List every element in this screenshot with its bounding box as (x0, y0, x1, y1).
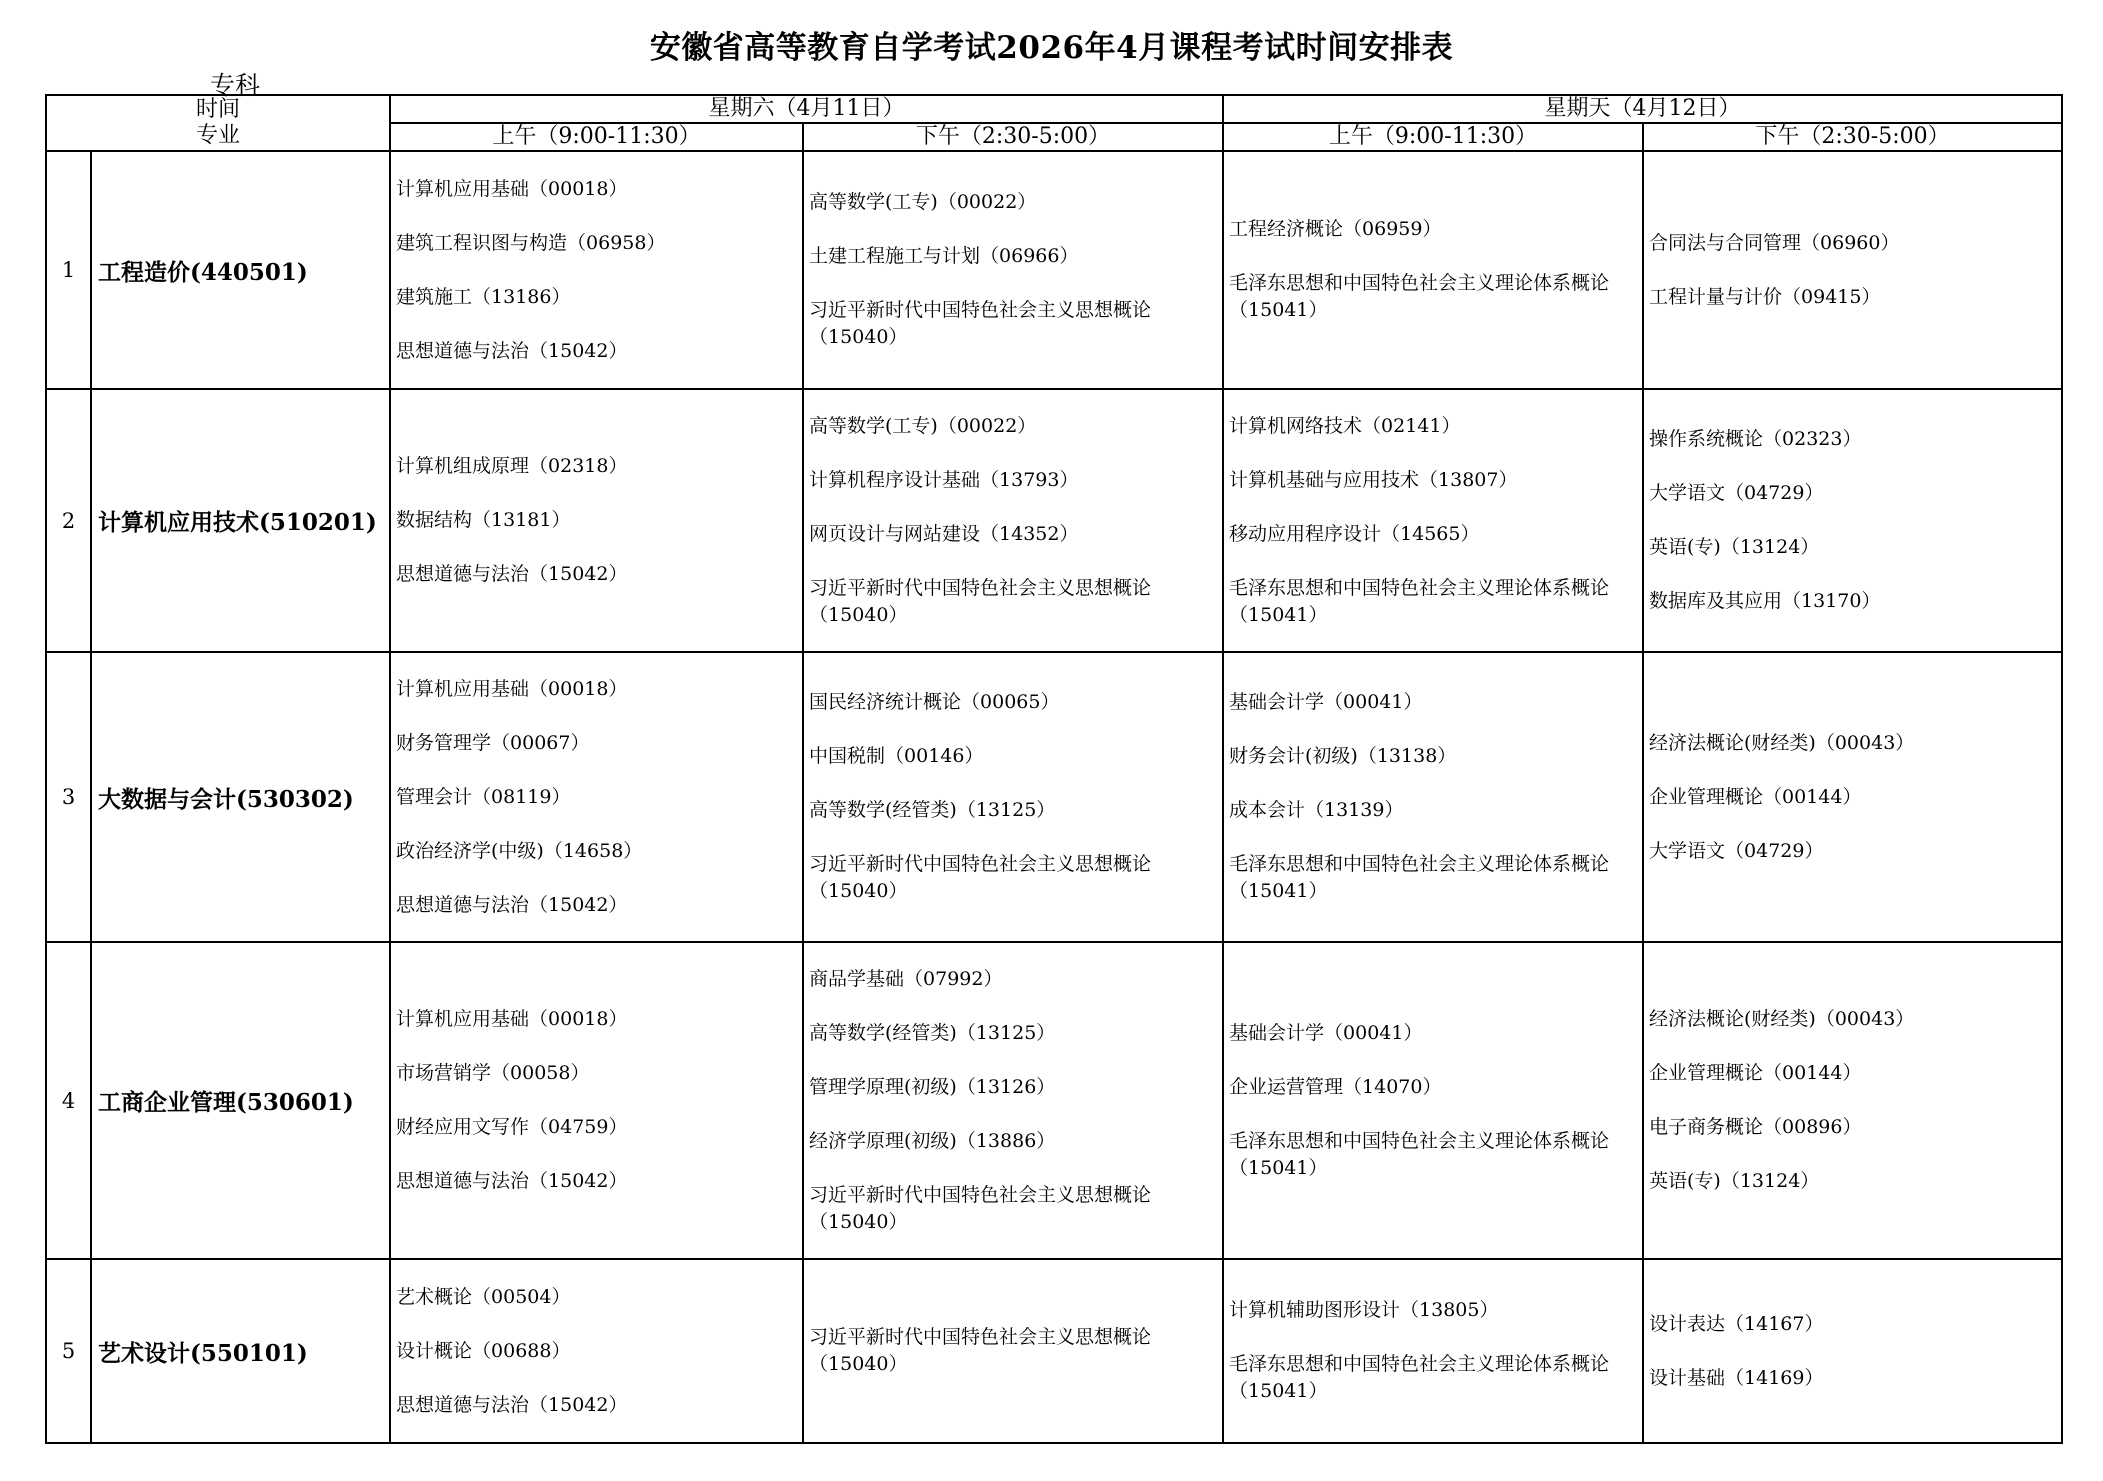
course-item: 习近平新时代中国特色社会主义思想概论（15040） (809, 1326, 1152, 1375)
course-item: 计算机网络技术（02141） (1229, 414, 1461, 437)
course-item: 工程经济概论（06959） (1229, 218, 1442, 240)
course-item: 基础会计学（00041） (1229, 1021, 1423, 1044)
course-item: 经济法概论(财经类)（00043） (1649, 731, 1915, 754)
course-item: 财经应用文写作（04759） (396, 1116, 628, 1138)
course-item: 企业管理概论（00144） (1649, 785, 1862, 808)
course-item: 思想道德与法治（15042） (396, 893, 628, 916)
header-row-days (46, 95, 2062, 123)
course-item: 计算机应用基础（00018） (396, 1008, 628, 1030)
course-item: 思想道德与法治（15042） (396, 563, 628, 585)
course-item: 毛泽东思想和中国特色社会主义理论体系概论（15041） (1229, 853, 1610, 902)
course-item: 管理学原理(初级)（13126） (809, 1075, 1056, 1098)
course-item: 国民经济统计概论（00065） (809, 691, 1060, 713)
course-item: 计算机辅助图形设计（13805） (1229, 1299, 1499, 1321)
session-cell-sat-pm (803, 1259, 1223, 1443)
row-number: 2 (46, 389, 91, 652)
course-item: 毛泽东思想和中国特色社会主义理论体系概论（15041） (1229, 272, 1610, 321)
corner-major-label: 专业 (196, 123, 241, 148)
session-cell-sat-pm (803, 389, 1223, 652)
corner-time-label: 时间 (196, 97, 241, 122)
course-item: 操作系统概论（02323） (1649, 428, 1862, 450)
course-item: 高等数学(经管类)（13125） (809, 799, 1056, 821)
session-cell-sun-am (1223, 389, 1643, 652)
session-cell-sun-pm (1643, 389, 2062, 652)
session-cell-sun-pm (1643, 1259, 2062, 1443)
table-row (46, 151, 2062, 389)
course-item: 毛泽东思想和中国特色社会主义理论体系概论（15041） (1229, 1129, 1610, 1179)
session-header-sat-am: 上午（9:00-11:30） (390, 123, 803, 151)
course-item: 高等数学(经管类)（13125） (809, 1021, 1056, 1044)
session-header-sat-pm: 下午（2:30-5:00） (803, 123, 1223, 151)
course-item: 企业运营管理（14070） (1229, 1075, 1442, 1098)
course-item: 电子商务概论（00896） (1649, 1116, 1862, 1138)
session-cell-sat-am (390, 151, 803, 389)
major-name: 工程造价(440501) (91, 151, 390, 389)
session-cell-sat-am (390, 389, 803, 652)
course-item: 计算机应用基础（00018） (396, 177, 628, 200)
course-item: 大学语文（04729） (1649, 839, 1824, 862)
course-item: 财务会计(初级)（13138） (1229, 745, 1457, 767)
course-item: 经济学原理(初级)（13886） (809, 1129, 1056, 1152)
course-item: 毛泽东思想和中国特色社会主义理论体系概论（15041） (1229, 576, 1610, 626)
session-cell-sat-pm (803, 151, 1223, 389)
course-item: 思想道德与法治（15042） (396, 1393, 628, 1416)
course-item: 数据库及其应用（13170） (1649, 590, 1881, 612)
table-row (46, 1259, 2062, 1443)
session-header-sun-am: 上午（9:00-11:30） (1223, 123, 1643, 151)
course-item: 经济法概论(财经类)（00043） (1649, 1008, 1915, 1030)
course-item: 习近平新时代中国特色社会主义思想概论（15040） (809, 1183, 1152, 1233)
course-item: 工程计量与计价（09415） (1649, 285, 1881, 308)
course-item: 习近平新时代中国特色社会主义思想概论（15040） (809, 576, 1152, 626)
major-name: 艺术设计(550101) (91, 1259, 390, 1443)
course-item: 设计基础（14169） (1649, 1366, 1824, 1389)
page-title: 安徽省高等教育自学考试2026年4月课程考试时间安排表 (649, 30, 1454, 66)
course-item: 大学语文（04729） (1649, 482, 1824, 504)
course-item: 毛泽东思想和中国特色社会主义理论体系概论（15041） (1229, 1353, 1610, 1402)
row-number: 5 (46, 1259, 91, 1443)
course-item: 计算机程序设计基础（13793） (809, 468, 1079, 491)
table-row (46, 389, 2062, 652)
course-item: 习近平新时代中国特色社会主义思想概论（15040） (809, 853, 1152, 902)
course-item: 市场营销学（00058） (396, 1062, 590, 1084)
session-cell-sat-am (390, 652, 803, 942)
day-header-sunday: 星期天（4月12日） (1223, 95, 2062, 123)
header-corner (46, 95, 390, 151)
course-item: 高等数学(工专)（00022） (809, 414, 1037, 437)
level-label: 专科 (210, 71, 261, 100)
course-item: 艺术概论（00504） (396, 1285, 571, 1308)
course-item: 英语(专)（13124） (1649, 1170, 1820, 1192)
course-item: 政治经济学(中级)（14658） (396, 839, 643, 862)
course-item: 设计表达（14167） (1649, 1312, 1824, 1335)
session-cell-sun-am (1223, 1259, 1643, 1443)
major-name: 大数据与会计(530302) (91, 652, 390, 942)
session-cell-sun-pm (1643, 942, 2062, 1259)
course-item: 网页设计与网站建设（14352） (809, 522, 1079, 545)
course-item: 合同法与合同管理（06960） (1649, 231, 1900, 254)
session-cell-sun-am (1223, 942, 1643, 1259)
major-name: 工商企业管理(530601) (91, 942, 390, 1259)
row-number: 4 (46, 942, 91, 1259)
session-cell-sun-am (1223, 151, 1643, 389)
row-number: 1 (46, 151, 91, 389)
exam-schedule-table (45, 94, 2063, 1444)
course-item: 高等数学(工专)（00022） (809, 191, 1037, 213)
session-cell-sat-pm (803, 652, 1223, 942)
course-item: 建筑工程识图与构造（06958） (396, 231, 666, 254)
course-item: 商品学基础（07992） (809, 967, 1003, 990)
session-cell-sun-pm (1643, 652, 2062, 942)
session-cell-sun-pm (1643, 151, 2062, 389)
course-item: 成本会计（13139） (1229, 799, 1404, 821)
table-row (46, 942, 2062, 1259)
course-item: 企业管理概论（00144） (1649, 1062, 1862, 1084)
course-item: 思想道德与法治（15042） (396, 339, 628, 362)
course-item: 计算机基础与应用技术（13807） (1229, 468, 1518, 491)
course-item: 管理会计（08119） (396, 785, 571, 808)
course-item: 土建工程施工与计划（06966） (809, 245, 1079, 267)
table-row (46, 652, 2062, 942)
session-cell-sun-am (1223, 652, 1643, 942)
session-cell-sat-am (390, 942, 803, 1259)
course-item: 计算机组成原理（02318） (396, 455, 628, 477)
course-item: 设计概论（00688） (396, 1339, 571, 1362)
course-item: 英语(专)（13124） (1649, 536, 1820, 558)
major-name: 计算机应用技术(510201) (91, 389, 390, 652)
course-item: 财务管理学（00067） (396, 731, 590, 754)
course-item: 思想道德与法治（15042） (396, 1170, 628, 1192)
course-item: 计算机应用基础（00018） (396, 677, 628, 700)
session-cell-sat-pm (803, 942, 1223, 1259)
row-number: 3 (46, 652, 91, 942)
course-item: 建筑施工（13186） (396, 285, 571, 308)
course-item: 数据结构（13181） (396, 509, 571, 531)
course-item: 移动应用程序设计（14565） (1229, 522, 1480, 545)
day-header-saturday: 星期六（4月11日） (390, 95, 1223, 123)
course-item: 基础会计学（00041） (1229, 691, 1423, 713)
course-item: 习近平新时代中国特色社会主义思想概论（15040） (809, 299, 1152, 348)
session-cell-sat-am (390, 1259, 803, 1443)
session-header-sun-pm: 下午（2:30-5:00） (1643, 123, 2062, 151)
course-item: 中国税制（00146） (809, 745, 984, 767)
